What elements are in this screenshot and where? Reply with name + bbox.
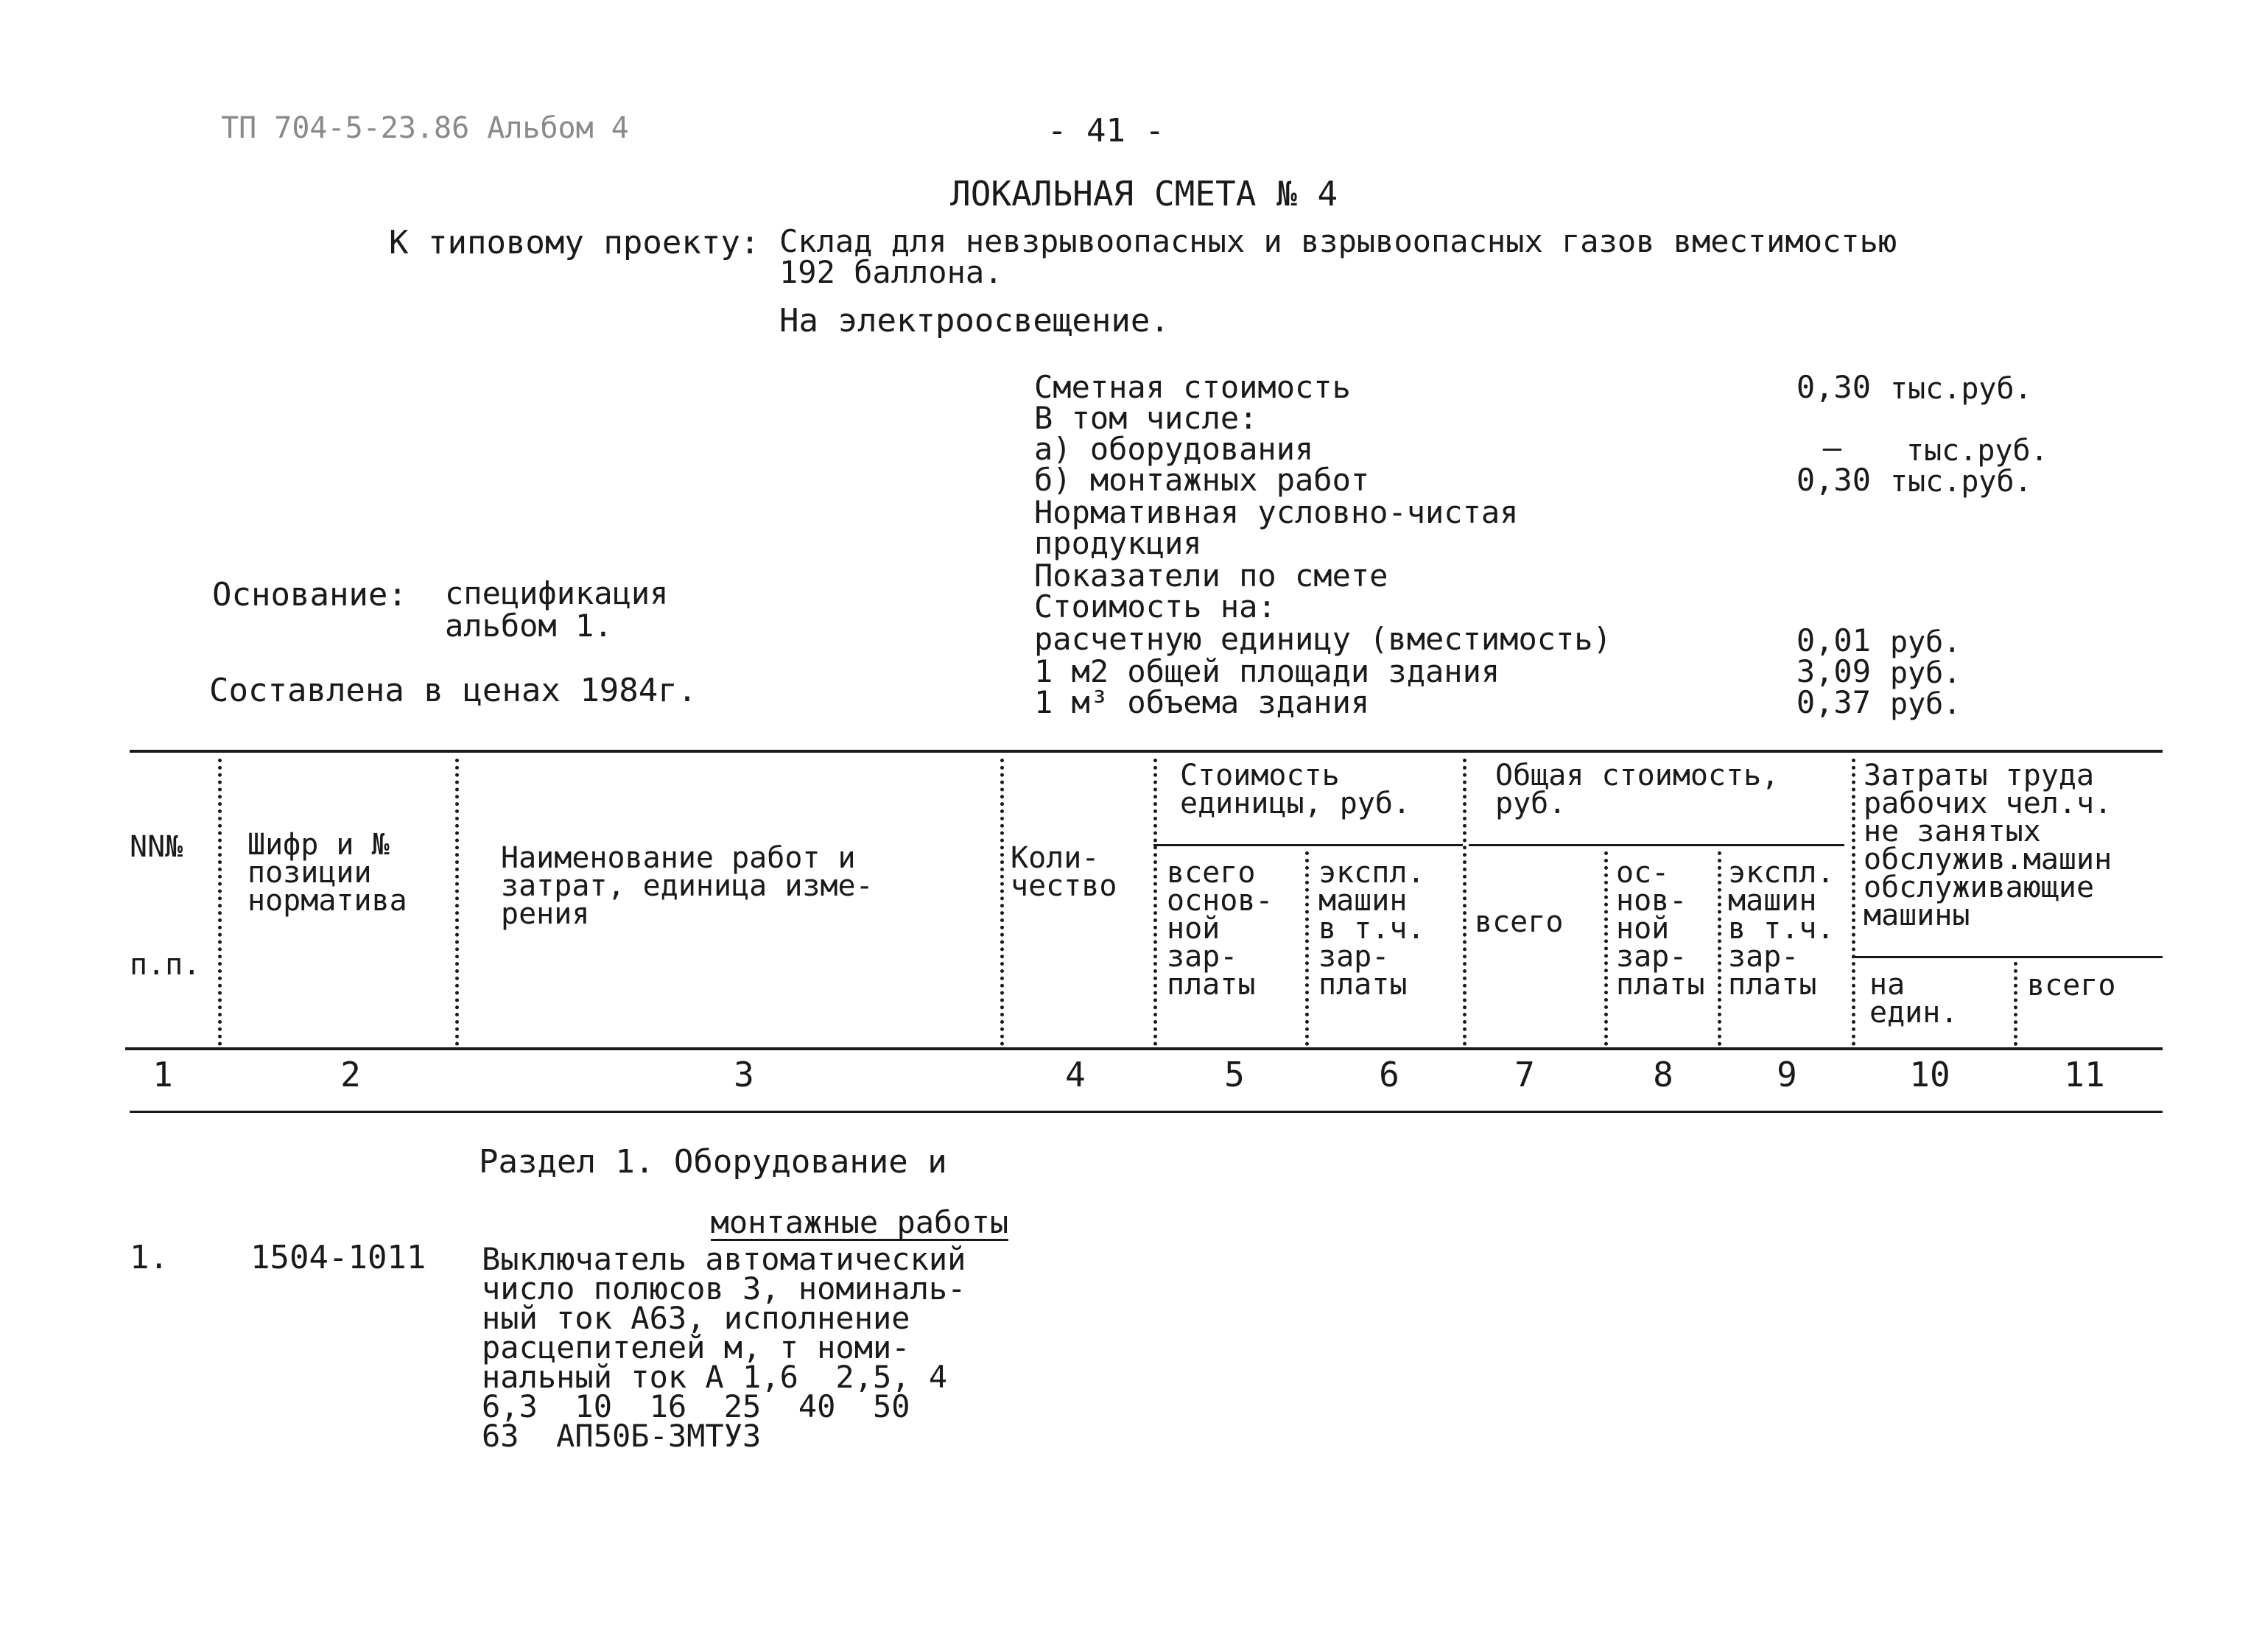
- header-work-name: Наименование работ и затрат, единица изме- рения: [501, 841, 874, 931]
- header-quantity: Коли- чество: [1011, 841, 1117, 903]
- price-basis: Составлена в ценах 1984г.: [209, 672, 698, 709]
- item-code: 1504-1011: [250, 1239, 426, 1276]
- per-unit-label: расчетную единицу (вместимость): [1034, 621, 1612, 657]
- per-m3-label: 1 м³ объема здания: [1034, 684, 1370, 720]
- column-separator-8: [1718, 851, 1721, 1046]
- header-total-base-salary: ос- нов- ной зар- платы: [1616, 856, 1705, 1002]
- per-m2-label: 1 м2 общей площади здания: [1034, 653, 1500, 689]
- equipment-label: а) оборудования: [1034, 431, 1314, 467]
- item-description: Выключатель автоматический число полюсов 3, номиналь- ный ток А63, исполнение расцепителей м, т номи- нальный ток А 1,6 2,5, 4 6,3 10 16 25 40 50 63 АП50Б-3МТУ3: [482, 1241, 966, 1454]
- header-row-number-b: п.п.: [130, 948, 201, 982]
- header-unit-cost-group: Стоимость единицы, руб.: [1180, 759, 1411, 820]
- labor-subrule: [1852, 956, 2163, 958]
- column-separator-9: [1852, 759, 1855, 1046]
- installation-value: 0,30: [1796, 462, 1871, 498]
- column-number: 6: [1379, 1055, 1399, 1094]
- normative-label-1: Нормативная условно-чистая: [1034, 494, 1519, 530]
- estimate-subject: На электроосвещение.: [779, 302, 1170, 340]
- section-title: Раздел 1. Оборудование и: [479, 1143, 947, 1181]
- header-unit-base-salary: всего основ- ной зар- платы: [1167, 856, 1274, 1002]
- header-labor-total: всего: [2027, 969, 2116, 1002]
- document-code: ТП 704-5-23.86 Альбом 4: [221, 111, 629, 145]
- header-labor-group: Затраты труда рабочих чел.ч. не занятых обслужив.машин обслуживающие машины: [1864, 759, 2112, 932]
- column-separator-5: [1305, 851, 1309, 1046]
- cost-value: 0,30: [1796, 369, 1871, 405]
- project-label: К типовому проекту:: [389, 224, 760, 261]
- per-m2-unit: руб.: [1890, 656, 1961, 690]
- item-number: 1.: [130, 1239, 169, 1276]
- per-m3-value: 0,37: [1796, 684, 1871, 720]
- equipment-value: –: [1822, 429, 1841, 465]
- per-m3-unit: руб.: [1890, 687, 1961, 721]
- basis-value-1: спецификация: [445, 575, 669, 611]
- header-total-all: всего: [1475, 905, 1564, 939]
- header-unit-machine: экспл. машин в т.ч. зар- платы: [1318, 856, 1425, 1002]
- normative-label-2: продукция: [1034, 525, 1202, 561]
- column-separator-1: [218, 759, 222, 1046]
- column-number: 10: [1909, 1055, 1950, 1094]
- column-number: 4: [1065, 1055, 1086, 1094]
- header-norm-code: Шифр и № позиции норматива: [247, 828, 407, 918]
- column-separator-6: [1463, 759, 1467, 1046]
- header-total-machine: экспл. машин в т.ч. зар- платы: [1728, 856, 1835, 1002]
- column-number: 2: [340, 1055, 361, 1094]
- equipment-unit: тыс.руб.: [1906, 434, 2048, 468]
- installation-label: б) монтажных работ: [1034, 462, 1370, 498]
- column-separator-10: [2014, 962, 2017, 1046]
- total-cost-subrule: [1469, 844, 1844, 846]
- page-number: - 41 -: [1047, 112, 1165, 150]
- column-number: 7: [1514, 1055, 1535, 1094]
- table-header-bottom-rule: [125, 1047, 2163, 1050]
- page-title: ЛОКАЛЬНАЯ СМЕТА № 4: [950, 174, 1338, 214]
- column-number: 9: [1777, 1055, 1797, 1094]
- column-separator-7: [1604, 851, 1608, 1046]
- column-number: 3: [734, 1055, 754, 1094]
- section-subtitle: [673, 1178, 1008, 1241]
- cost-label: Сметная стоимость: [1034, 369, 1351, 405]
- column-number: 11: [2064, 1055, 2105, 1094]
- per-unit-unit: руб.: [1890, 625, 1961, 659]
- project-line-2: 192 баллона.: [779, 254, 1003, 290]
- column-separator-4: [1153, 759, 1157, 1046]
- table-colnum-bottom-rule: [130, 1111, 2163, 1113]
- section-subtitle-text: монтажные работы: [710, 1204, 1009, 1240]
- column-separator-3: [1000, 759, 1004, 1046]
- basis-value-2: альбом 1.: [445, 608, 613, 644]
- indicators-label: Показатели по смете: [1034, 558, 1388, 594]
- cost-unit: тыс.руб.: [1890, 372, 2032, 406]
- including-label: В том числе:: [1034, 400, 1258, 436]
- header-row-number-a: NN№: [130, 830, 183, 864]
- header-labor-per-unit: на един.: [1869, 968, 1959, 1030]
- table-top-rule: [130, 750, 2163, 753]
- column-separator-2: [455, 759, 459, 1046]
- per-unit-value: 0,01: [1796, 622, 1871, 658]
- column-number: 8: [1653, 1055, 1673, 1094]
- header-total-cost-group: Общая стоимость, руб.: [1495, 759, 1780, 820]
- unit-cost-subrule: [1153, 844, 1463, 846]
- column-number: 5: [1224, 1055, 1245, 1094]
- project-line-1: Склад для невзрывоопасных и взрывоопасных газов вместимостью: [779, 223, 1897, 259]
- cost-on-label: Стоимость на:: [1034, 588, 1276, 625]
- per-m2-value: 3,09: [1796, 653, 1871, 689]
- installation-unit: тыс.руб.: [1890, 465, 2032, 499]
- column-number: 1: [152, 1055, 173, 1094]
- basis-label: Основание:: [212, 576, 407, 614]
